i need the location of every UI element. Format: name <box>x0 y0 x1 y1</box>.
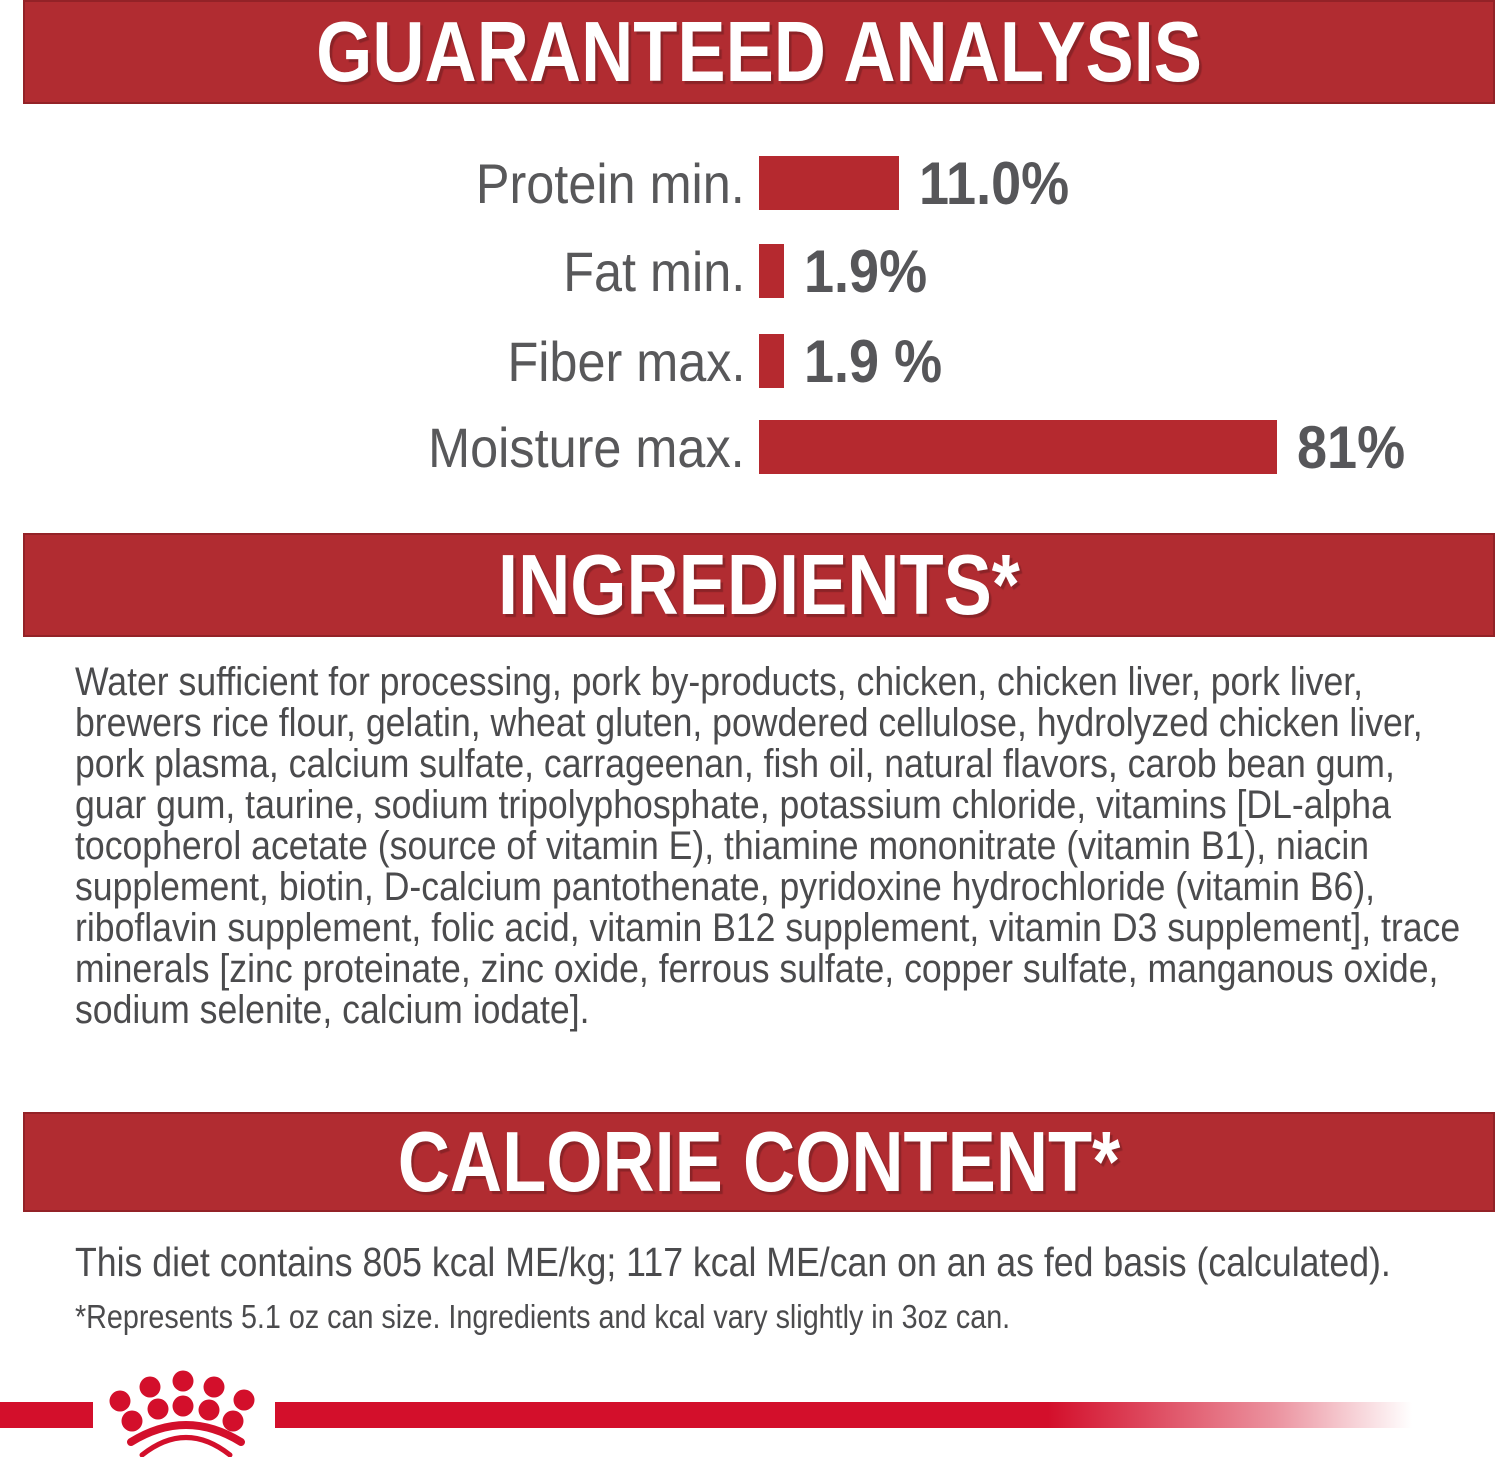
guaranteed-analysis-title: GUARANTEED ANALYSIS <box>316 4 1202 100</box>
calorie-statement: This diet contains 805 kcal ME/kg; 117 kcal ME/can on an as fed basis (calculated). <box>75 1239 1391 1285</box>
protein-value: 11.0% <box>919 149 1070 217</box>
calorie-content-title: CALORIE CONTENT* <box>397 1114 1121 1210</box>
fiber-label: Fiber max. <box>506 329 745 393</box>
protein-label: Protein min. <box>476 151 745 215</box>
fat-label: Fat min. <box>562 239 745 303</box>
analysis-row-moisture <box>0 402 1500 492</box>
ingredients-title: INGREDIENTS* <box>498 537 1020 633</box>
royal-canin-crown-icon <box>100 1360 270 1457</box>
analysis-row-protein <box>0 138 1500 228</box>
footer-stripe-left <box>0 1402 93 1428</box>
calorie-footnote: *Represents 5.1 oz can size. Ingredients and kcal vary slightly in 3oz can. <box>75 1298 1011 1335</box>
calorie-content-header <box>23 1112 1495 1212</box>
analysis-row-fat <box>0 226 1500 316</box>
moisture-label: Moisture max. <box>428 415 745 479</box>
analysis-row-fiber <box>0 316 1500 406</box>
fat-bar <box>759 244 784 298</box>
ingredients-header <box>23 533 1495 637</box>
footer-stripe-right <box>275 1402 1412 1428</box>
guaranteed-analysis-header <box>23 0 1495 104</box>
protein-bar <box>759 156 899 210</box>
fiber-value: 1.9 % <box>804 327 943 395</box>
ingredients-paragraph: Water sufficient for processing, pork by-products, chicken, chicken liver, pork liver, brewers rice flour, gelatin, wheat gluten, powdered cellulose, hydrolyzed chicken liver, pork plasma, calcium sulfate, carrageenan, fish oil, natural flavors, carob bean gum, guar gum, taurine, sodium tripolyphosphate, potassium chloride, vitamins [DL-alpha tocopherol acetate (source of vitamin E), thiamine mononitrate (vitamin B1), niacin supplement, biotin, D-calcium pantothenate, pyridoxine hydrochloride (vitamin B6), riboflavin supplement, folic acid, vitamin B12 supplement, vitamin D3 supplement], trace minerals [zinc proteinate, zinc oxide, ferrous sulfate, copper sulfate, manganous oxide, sodium selenite, calcium iodate]. <box>75 660 1461 1032</box>
moisture-value: 81% <box>1297 413 1406 481</box>
fat-value: 1.9% <box>804 237 928 305</box>
moisture-bar <box>759 420 1277 474</box>
fiber-bar <box>759 334 784 388</box>
